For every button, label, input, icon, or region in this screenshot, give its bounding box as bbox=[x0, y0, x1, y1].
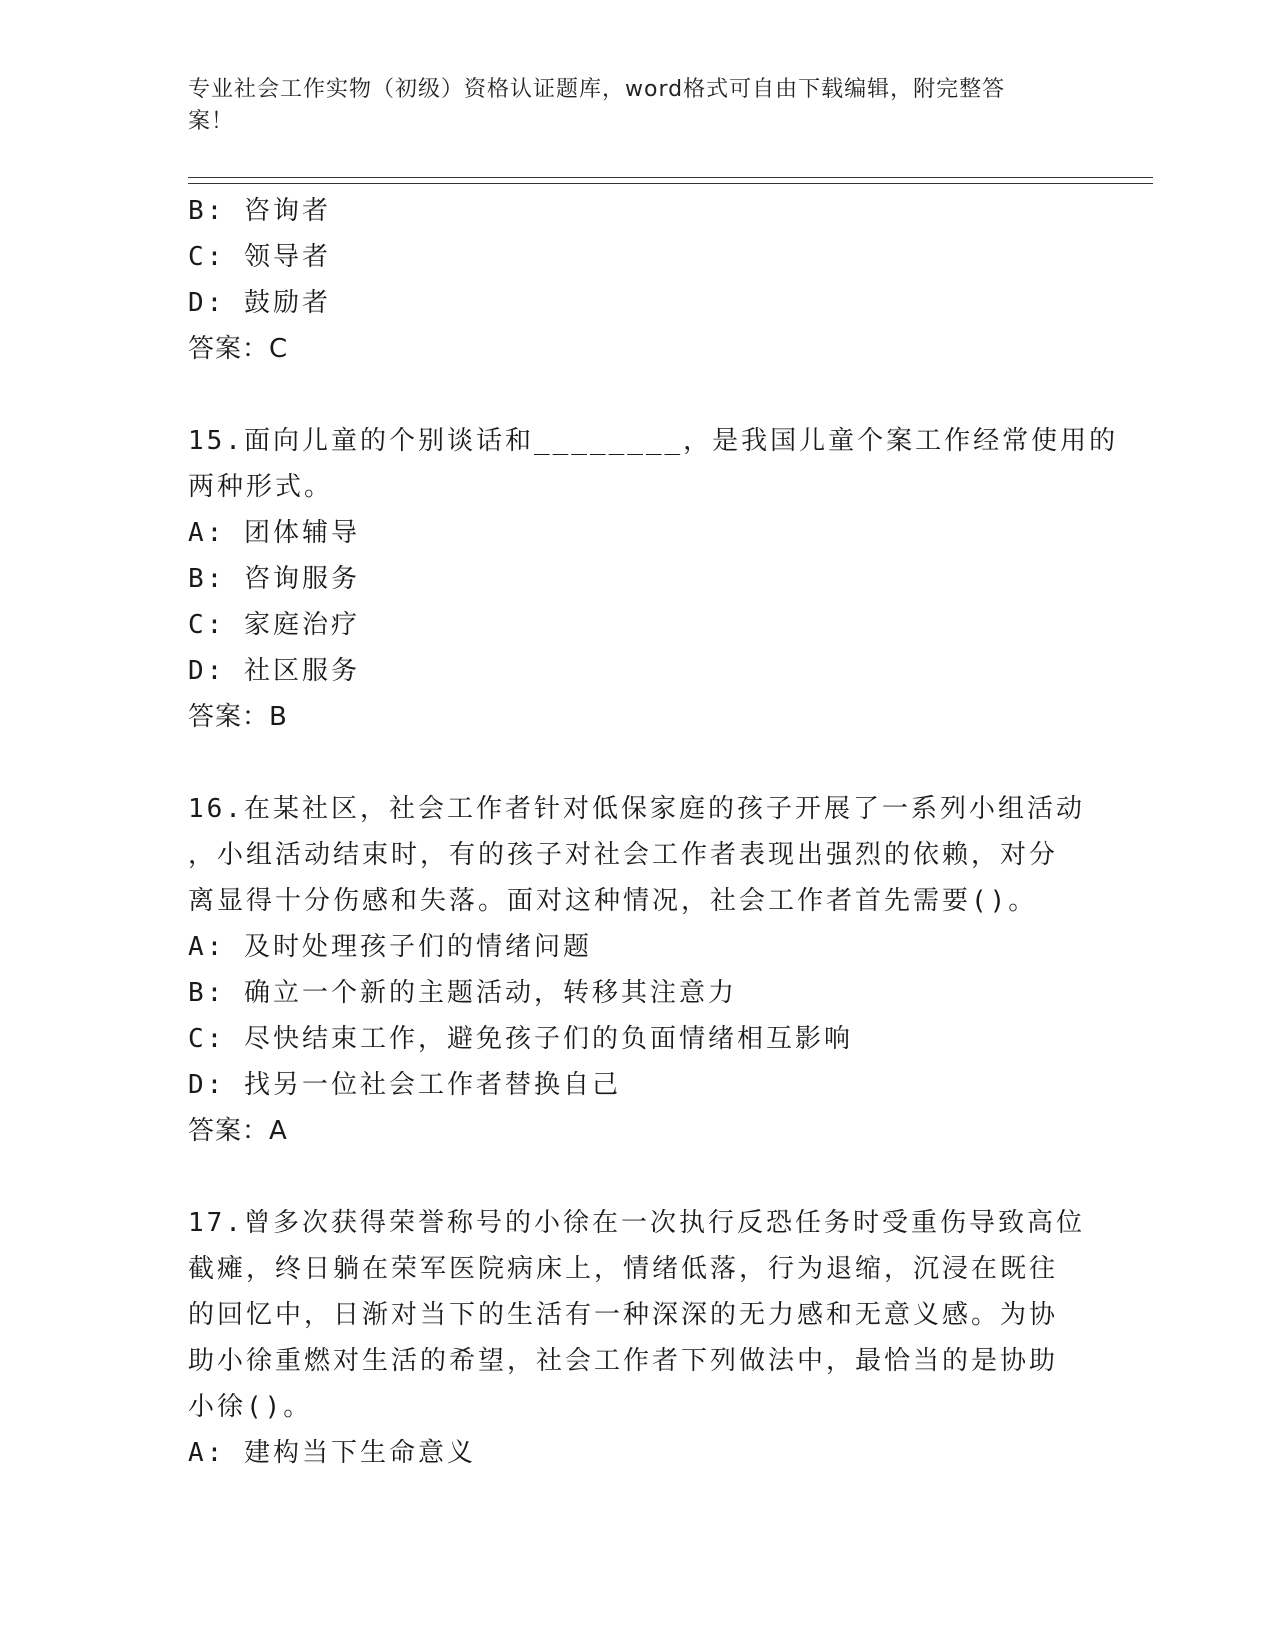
question-text-line: 的回忆中，日渐对当下的生活有一种深深的无力感和无意义感。为协 bbox=[188, 1300, 1059, 1330]
option-b: B: 确立一个新的主题活动，转移其注意力 bbox=[188, 978, 737, 1008]
answer-line: 答案：A bbox=[188, 1116, 288, 1146]
question-text-line: ，小组活动结束时，有的孩子对社会工作者表现出强烈的依赖，对分 bbox=[188, 840, 1059, 870]
question-15 bbox=[188, 418, 1119, 740]
answer-line: 答案：C bbox=[188, 334, 289, 364]
option-d: D: 找另一位社会工作者替换自己 bbox=[188, 1070, 621, 1100]
spacer bbox=[188, 740, 1078, 786]
option-c: C: 尽快结束工作，避免孩子们的负面情绪相互影响 bbox=[188, 1024, 853, 1054]
option-a: A: 及时处理孩子们的情绪问题 bbox=[188, 932, 592, 962]
document-page bbox=[188, 0, 1153, 1650]
option-a: A: 团体辅导 bbox=[188, 518, 360, 548]
option-b: B: 咨询服务 bbox=[188, 564, 360, 594]
spacer bbox=[188, 1154, 1078, 1200]
question-text-line: 截瘫，终日躺在荣军医院病床上，情绪低落，行为退缩，沉浸在既往 bbox=[188, 1254, 1059, 1284]
question-text-line: 离显得十分伤感和失落。面对这种情况，社会工作者首先需要()。 bbox=[188, 886, 1038, 916]
spacer bbox=[188, 372, 1078, 418]
answer-line: 答案：B bbox=[188, 702, 288, 732]
option-b: B: 咨询者 bbox=[188, 196, 331, 226]
option-c: C: 家庭治疗 bbox=[188, 610, 360, 640]
option-c: C: 领导者 bbox=[188, 242, 331, 272]
question-17 bbox=[188, 1200, 1085, 1476]
page-header bbox=[188, 74, 1078, 138]
document-body bbox=[188, 188, 1119, 1476]
header-divider bbox=[188, 177, 1153, 184]
question-16 bbox=[188, 786, 1085, 1154]
question-text-line: 16.在某社区，社会工作者针对低保家庭的孩子开展了一系列小组活动 bbox=[188, 794, 1085, 824]
question-text-line: 助小徐重燃对生活的希望，社会工作者下列做法中，最恰当的是协助 bbox=[188, 1346, 1059, 1376]
question-text-line: 17.曾多次获得荣誉称号的小徐在一次执行反恐任务时受重伤导致高位 bbox=[188, 1208, 1085, 1238]
option-d: D: 社区服务 bbox=[188, 656, 360, 686]
option-a: A: 建构当下生命意义 bbox=[188, 1438, 476, 1468]
question-text-line: 15.面向儿童的个别谈话和________，是我国儿童个案工作经常使用的 bbox=[188, 426, 1119, 456]
question-text-line: 两种形式。 bbox=[188, 472, 334, 502]
question-14-tail bbox=[188, 188, 1078, 372]
header-line-1: 专业社会工作实物（初级）资格认证题库，word格式可自由下载编辑，附完整答 bbox=[188, 77, 1006, 102]
option-d: D: 鼓励者 bbox=[188, 288, 331, 318]
header-line-2: 案！ bbox=[188, 109, 235, 134]
question-text-line: 小徐()。 bbox=[188, 1392, 313, 1422]
